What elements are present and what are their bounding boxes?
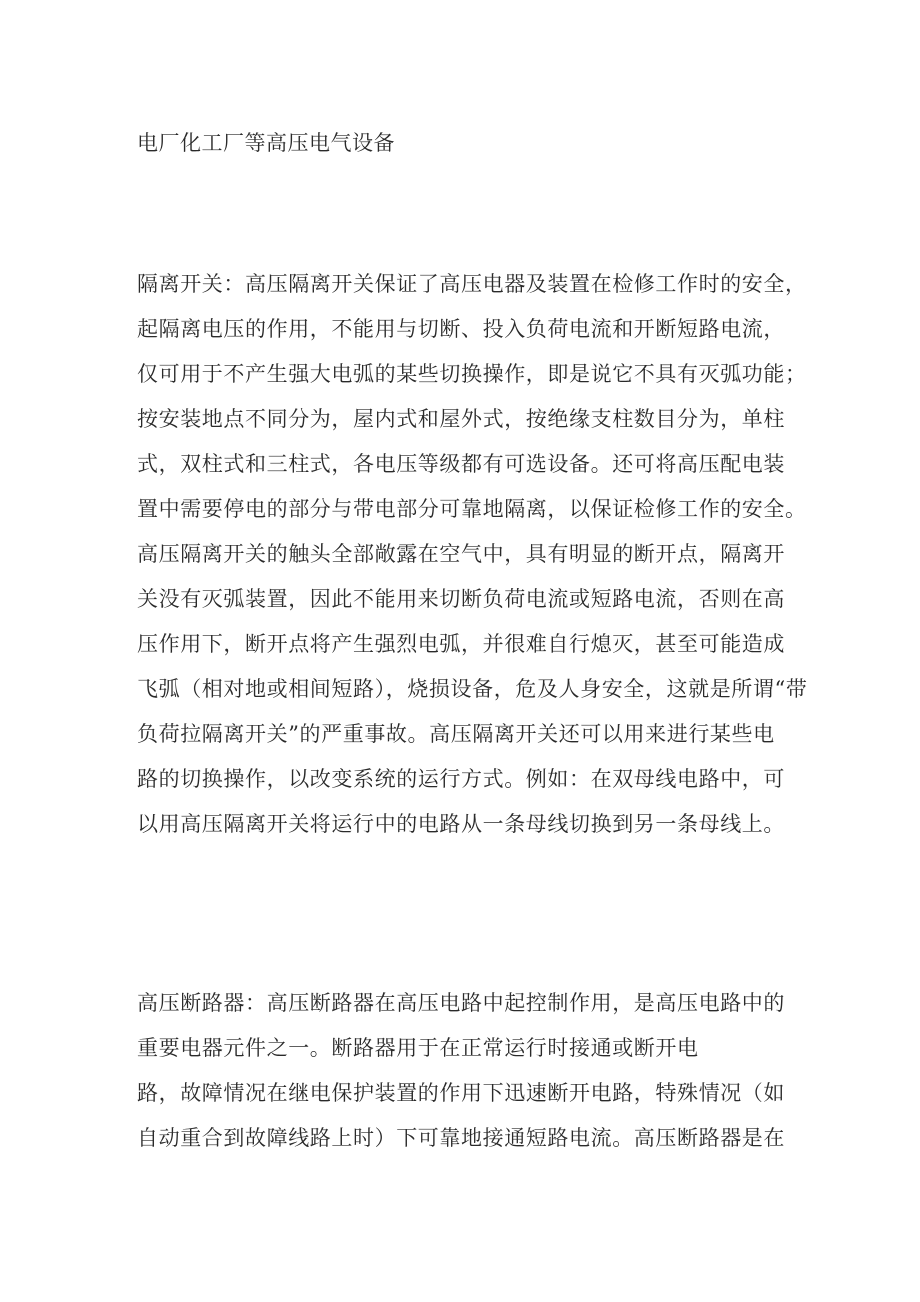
paragraph-line: 仅可用于不产生强大电弧的某些切换操作，即是说它不具有灭弧功能； <box>137 362 807 386</box>
paragraph-line: 隔离开关：高压隔离开关保证了高压电器及装置在检修工作时的安全， <box>137 272 807 296</box>
paragraph-line: 自动重合到故障线路上时）下可靠地接通短路电流。高压断路器是在 <box>137 1126 785 1150</box>
paragraph-line: 重要电器元件之一。断路器用于在正常运行时接通或断开电 <box>137 1036 699 1060</box>
paragraph-line: 起隔离电压的作用，不能用与切断、投入负荷电流和开断短路电流， <box>137 317 785 341</box>
document-title: 电厂化工厂等高压电气设备 <box>137 131 395 155</box>
paragraph-line: 路的切换操作，以改变系统的运行方式。例如：在双母线电路中，可 <box>137 767 785 791</box>
paragraph-line: 高压断路器：高压断路器在高压电路中起控制作用，是高压电路中的 <box>137 991 785 1015</box>
paragraph-line: 按安装地点不同分为，屋内式和屋外式，按绝缘支柱数目分为，单柱 <box>137 407 785 431</box>
paragraph-line: 负荷拉隔离开关”的严重事故。高压隔离开关还可以用来进行某些电 <box>137 722 775 746</box>
paragraph-line: 以用高压隔离开关将运行中的电路从一条母线切换到另一条母线上。 <box>137 812 785 836</box>
paragraph-line: 关没有灭弧装置，因此不能用来切断负荷电流或短路电流，否则在高 <box>137 587 785 611</box>
paragraph-line: 高压隔离开关的触头全部敞露在空气中，具有明显的断开点，隔离开 <box>137 542 785 566</box>
paragraph-line: 置中需要停电的部分与带电部分可靠地隔离，以保证检修工作的安全。 <box>137 497 807 521</box>
paragraph-line: 路，故障情况在继电保护装置的作用下迅速断开电路，特殊情况（如 <box>137 1081 785 1105</box>
paragraph-line: 飞弧（相对地或相间短路），烧损设备，危及人身安全，这就是所谓“带 <box>137 677 808 701</box>
paragraph-line: 压作用下，断开点将产生强烈电弧，并很难自行熄灭，甚至可能造成 <box>137 632 785 656</box>
paragraph-line: 式，双柱式和三柱式，各电压等级都有可选设备。还可将高压配电装 <box>137 452 785 476</box>
